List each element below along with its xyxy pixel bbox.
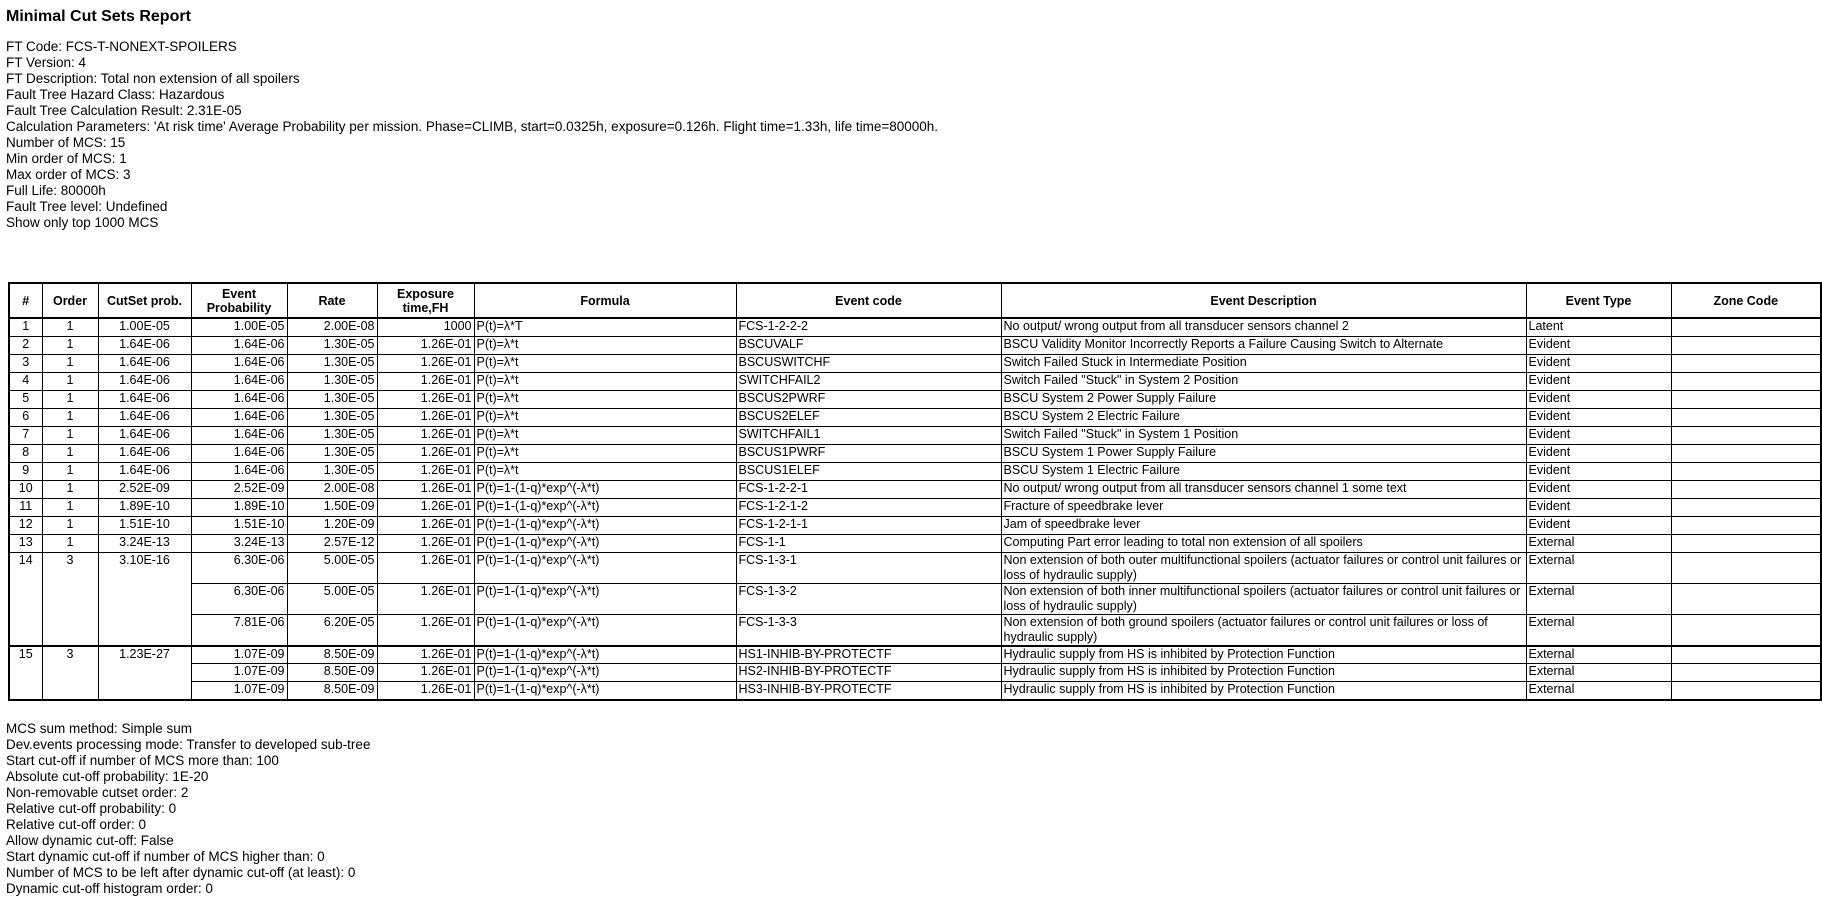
cell-event-code: HS2-INHIB-BY-PROTECTF bbox=[736, 664, 1001, 682]
cell-zone-code bbox=[1671, 480, 1821, 498]
cell-event-type: Evident bbox=[1526, 498, 1671, 516]
cell-event-code: BSCUS2ELEF bbox=[736, 408, 1001, 426]
cell-formula: P(t)=1-(1-q)*exp^(-λ*t) bbox=[474, 480, 736, 498]
cell-rate: 6.20E-05 bbox=[287, 614, 377, 646]
cell-row-number: 15 bbox=[9, 646, 42, 700]
cell-event-probability: 1.64E-06 bbox=[191, 390, 287, 408]
cell-zone-code bbox=[1671, 583, 1821, 614]
footer-line: Allow dynamic cut-off: False bbox=[6, 832, 174, 848]
cell-rate: 8.50E-09 bbox=[287, 664, 377, 682]
cell-event-description: BSCU System 2 Electric Failure bbox=[1001, 408, 1526, 426]
cell-event-type: External bbox=[1526, 664, 1671, 682]
cell-exposure-time: 1.26E-01 bbox=[377, 426, 474, 444]
footer-line: Dev.events processing mode: Transfer to developed sub-tree bbox=[6, 736, 371, 752]
cell-event-description: No output/ wrong output from all transducer sensors channel 1 some text bbox=[1001, 480, 1526, 498]
cell-exposure-time: 1.26E-01 bbox=[377, 498, 474, 516]
table-row bbox=[9, 583, 1821, 614]
cell-row-number: 1 bbox=[9, 318, 42, 336]
cell-cutset-prob: 1.64E-06 bbox=[98, 390, 191, 408]
cell-row-number: 11 bbox=[9, 498, 42, 516]
cell-rate: 5.00E-05 bbox=[287, 552, 377, 583]
cell-row-number: 2 bbox=[9, 336, 42, 354]
footer-line: Start cut-off if number of MCS more than: 100 bbox=[6, 752, 279, 768]
cell-order: 3 bbox=[42, 552, 98, 646]
cell-zone-code bbox=[1671, 336, 1821, 354]
cell-rate: 2.00E-08 bbox=[287, 480, 377, 498]
footer-line: MCS sum method: Simple sum bbox=[6, 720, 193, 736]
table-row bbox=[9, 372, 1821, 390]
cell-exposure-time: 1.26E-01 bbox=[377, 646, 474, 664]
cell-event-probability: 2.52E-09 bbox=[191, 480, 287, 498]
cell-event-probability: 7.81E-06 bbox=[191, 614, 287, 646]
cell-event-probability: 1.64E-06 bbox=[191, 444, 287, 462]
cell-event-description: Switch Failed Stuck in Intermediate Position bbox=[1001, 354, 1526, 372]
cell-cutset-prob: 1.64E-06 bbox=[98, 444, 191, 462]
cell-event-description: Non extension of both outer multifunctional spoilers (actuator failures or control unit failures or loss of hydraulic supply) bbox=[1001, 552, 1526, 583]
cell-row-number: 6 bbox=[9, 408, 42, 426]
cell-event-description: BSCU System 1 Power Supply Failure bbox=[1001, 444, 1526, 462]
meta-line: Fault Tree Calculation Result: 2.31E-05 bbox=[6, 103, 242, 118]
cell-event-type: External bbox=[1526, 552, 1671, 583]
cell-event-code: FCS-1-2-2-1 bbox=[736, 480, 1001, 498]
cell-exposure-time: 1.26E-01 bbox=[377, 614, 474, 646]
cell-rate: 1.30E-05 bbox=[287, 444, 377, 462]
table-row bbox=[9, 444, 1821, 462]
cell-rate: 1.30E-05 bbox=[287, 372, 377, 390]
report-footer bbox=[6, 721, 1822, 897]
cell-zone-code bbox=[1671, 646, 1821, 664]
cell-exposure-time: 1.26E-01 bbox=[377, 583, 474, 614]
cell-event-probability: 1.64E-06 bbox=[191, 426, 287, 444]
cell-order: 1 bbox=[42, 372, 98, 390]
table-row bbox=[9, 462, 1821, 480]
cell-rate: 1.30E-05 bbox=[287, 426, 377, 444]
cell-row-number: 14 bbox=[9, 552, 42, 646]
cell-zone-code bbox=[1671, 462, 1821, 480]
cell-event-code: FCS-1-2-2-2 bbox=[736, 318, 1001, 336]
cell-rate: 1.30E-05 bbox=[287, 354, 377, 372]
cell-cutset-prob: 1.89E-10 bbox=[98, 498, 191, 516]
cell-row-number: 5 bbox=[9, 390, 42, 408]
cell-event-probability: 1.07E-09 bbox=[191, 682, 287, 700]
cell-rate: 1.30E-05 bbox=[287, 336, 377, 354]
cell-event-description: Hydraulic supply from HS is inhibited by Protection Function bbox=[1001, 682, 1526, 700]
cell-exposure-time: 1.26E-01 bbox=[377, 462, 474, 480]
cell-event-code: FCS-1-1 bbox=[736, 534, 1001, 552]
cell-rate: 1.20E-09 bbox=[287, 516, 377, 534]
table-body bbox=[9, 318, 1821, 700]
cell-cutset-prob: 3.24E-13 bbox=[98, 534, 191, 552]
cell-event-type: Evident bbox=[1526, 336, 1671, 354]
footer-line: Number of MCS to be left after dynamic cut-off (at least): 0 bbox=[6, 864, 356, 880]
cell-event-code: FCS-1-2-1-2 bbox=[736, 498, 1001, 516]
table-row bbox=[9, 336, 1821, 354]
cell-zone-code bbox=[1671, 408, 1821, 426]
cell-formula: P(t)=1-(1-q)*exp^(-λ*t) bbox=[474, 552, 736, 583]
cell-event-probability: 3.24E-13 bbox=[191, 534, 287, 552]
cell-event-description: Non extension of both ground spoilers (actuator failures or control unit failures or loss of hydraulic supply) bbox=[1001, 614, 1526, 646]
cell-order: 1 bbox=[42, 444, 98, 462]
cell-rate: 8.50E-09 bbox=[287, 646, 377, 664]
cell-event-code: FCS-1-3-1 bbox=[736, 552, 1001, 583]
report-meta bbox=[6, 39, 1822, 231]
cell-event-probability: 1.07E-09 bbox=[191, 664, 287, 682]
cell-event-type: External bbox=[1526, 682, 1671, 700]
cell-order: 1 bbox=[42, 426, 98, 444]
meta-line: FT Code: FCS-T-NONEXT-SPOILERS bbox=[6, 39, 237, 54]
cell-event-type: Evident bbox=[1526, 372, 1671, 390]
cell-event-code: BSCUS2PWRF bbox=[736, 390, 1001, 408]
footer-line: Relative cut-off order: 0 bbox=[6, 816, 147, 832]
cell-row-number: 7 bbox=[9, 426, 42, 444]
cell-cutset-prob: 1.00E-05 bbox=[98, 318, 191, 336]
cell-event-type: Evident bbox=[1526, 390, 1671, 408]
cell-rate: 1.30E-05 bbox=[287, 408, 377, 426]
meta-line: Full Life: 80000h bbox=[6, 183, 106, 198]
cell-event-description: Switch Failed "Stuck" in System 2 Position bbox=[1001, 372, 1526, 390]
cell-zone-code bbox=[1671, 516, 1821, 534]
cell-event-type: Evident bbox=[1526, 480, 1671, 498]
meta-line: Calculation Parameters: 'At risk time' Average Probability per mission. Phase=CLIMB, start=0.0325h, exposure=0.126h. Flight time=1.33h, life time=80000h. bbox=[6, 119, 939, 134]
cell-rate: 8.50E-09 bbox=[287, 682, 377, 700]
cell-exposure-time: 1.26E-01 bbox=[377, 552, 474, 583]
cell-formula: P(t)=λ*t bbox=[474, 426, 736, 444]
cell-event-code: HS3-INHIB-BY-PROTECTF bbox=[736, 682, 1001, 700]
cell-event-code: SWITCHFAIL1 bbox=[736, 426, 1001, 444]
cell-exposure-time: 1.26E-01 bbox=[377, 354, 474, 372]
cell-event-code: FCS-1-3-3 bbox=[736, 614, 1001, 646]
cell-exposure-time: 1.26E-01 bbox=[377, 682, 474, 700]
cell-exposure-time: 1000 bbox=[377, 318, 474, 336]
cell-zone-code bbox=[1671, 682, 1821, 700]
cell-event-code: HS1-INHIB-BY-PROTECTF bbox=[736, 646, 1001, 664]
cell-event-code: SWITCHFAIL2 bbox=[736, 372, 1001, 390]
meta-line: FT Description: Total non extension of all spoilers bbox=[6, 71, 300, 86]
cell-event-probability: 1.64E-06 bbox=[191, 336, 287, 354]
cell-event-probability: 6.30E-06 bbox=[191, 583, 287, 614]
cell-order: 1 bbox=[42, 354, 98, 372]
cell-rate: 2.57E-12 bbox=[287, 534, 377, 552]
table-row bbox=[9, 682, 1821, 700]
meta-line: Number of MCS: 15 bbox=[6, 135, 126, 150]
cell-formula: P(t)=λ*t bbox=[474, 372, 736, 390]
cell-exposure-time: 1.26E-01 bbox=[377, 336, 474, 354]
cell-event-type: Evident bbox=[1526, 426, 1671, 444]
cell-formula: P(t)=1-(1-q)*exp^(-λ*t) bbox=[474, 664, 736, 682]
cell-row-number: 9 bbox=[9, 462, 42, 480]
table-row bbox=[9, 498, 1821, 516]
meta-line: FT Version: 4 bbox=[6, 55, 87, 70]
column-header: # bbox=[9, 283, 42, 318]
cell-formula: P(t)=1-(1-q)*exp^(-λ*t) bbox=[474, 682, 736, 700]
cell-cutset-prob: 1.64E-06 bbox=[98, 354, 191, 372]
cell-formula: P(t)=1-(1-q)*exp^(-λ*t) bbox=[474, 646, 736, 664]
cell-exposure-time: 1.26E-01 bbox=[377, 372, 474, 390]
cell-event-type: External bbox=[1526, 614, 1671, 646]
cell-order: 1 bbox=[42, 462, 98, 480]
page-title: Minimal Cut Sets Report bbox=[6, 8, 191, 25]
cell-event-code: FCS-1-2-1-1 bbox=[736, 516, 1001, 534]
table-row bbox=[9, 390, 1821, 408]
footer-line: Absolute cut-off probability: 1E-20 bbox=[6, 768, 209, 784]
cell-event-type: Evident bbox=[1526, 516, 1671, 534]
cell-formula: P(t)=λ*t bbox=[474, 462, 736, 480]
cell-event-description: Switch Failed "Stuck" in System 1 Position bbox=[1001, 426, 1526, 444]
cell-row-number: 10 bbox=[9, 480, 42, 498]
cell-rate: 1.30E-05 bbox=[287, 462, 377, 480]
cell-event-probability: 1.07E-09 bbox=[191, 646, 287, 664]
cell-exposure-time: 1.26E-01 bbox=[377, 480, 474, 498]
table-header-row bbox=[9, 283, 1821, 318]
footer-line: Dynamic cut-off histogram order: 0 bbox=[6, 880, 213, 896]
cell-exposure-time: 1.26E-01 bbox=[377, 408, 474, 426]
cell-order: 1 bbox=[42, 390, 98, 408]
column-header: Event Type bbox=[1526, 283, 1671, 318]
cell-zone-code bbox=[1671, 552, 1821, 583]
cell-row-number: 12 bbox=[9, 516, 42, 534]
cell-order: 1 bbox=[42, 480, 98, 498]
cell-formula: P(t)=1-(1-q)*exp^(-λ*t) bbox=[474, 614, 736, 646]
cell-event-type: Evident bbox=[1526, 462, 1671, 480]
table-row bbox=[9, 480, 1821, 498]
cell-zone-code bbox=[1671, 664, 1821, 682]
cell-event-code: BSCUSWITCHF bbox=[736, 354, 1001, 372]
cell-formula: P(t)=1-(1-q)*exp^(-λ*t) bbox=[474, 534, 736, 552]
column-header: CutSet prob. bbox=[98, 283, 191, 318]
cell-cutset-prob: 1.64E-06 bbox=[98, 408, 191, 426]
cell-formula: P(t)=λ*t bbox=[474, 408, 736, 426]
cell-formula: P(t)=1-(1-q)*exp^(-λ*t) bbox=[474, 498, 736, 516]
cell-row-number: 4 bbox=[9, 372, 42, 390]
cell-order: 3 bbox=[42, 646, 98, 700]
cell-rate: 2.00E-08 bbox=[287, 318, 377, 336]
cell-event-code: BSCUS1PWRF bbox=[736, 444, 1001, 462]
cell-formula: P(t)=λ*T bbox=[474, 318, 736, 336]
cell-cutset-prob: 1.64E-06 bbox=[98, 462, 191, 480]
table-row bbox=[9, 552, 1821, 583]
cell-order: 1 bbox=[42, 516, 98, 534]
cell-order: 1 bbox=[42, 534, 98, 552]
cell-row-number: 8 bbox=[9, 444, 42, 462]
cell-zone-code bbox=[1671, 426, 1821, 444]
table-row bbox=[9, 664, 1821, 682]
cell-order: 1 bbox=[42, 498, 98, 516]
cell-zone-code bbox=[1671, 390, 1821, 408]
cell-exposure-time: 1.26E-01 bbox=[377, 534, 474, 552]
meta-line: Max order of MCS: 3 bbox=[6, 167, 131, 182]
cell-event-probability: 1.51E-10 bbox=[191, 516, 287, 534]
cell-rate: 5.00E-05 bbox=[287, 583, 377, 614]
cell-formula: P(t)=λ*t bbox=[474, 390, 736, 408]
cell-cutset-prob: 1.23E-27 bbox=[98, 646, 191, 700]
cell-formula: P(t)=λ*t bbox=[474, 336, 736, 354]
cell-event-code: FCS-1-3-2 bbox=[736, 583, 1001, 614]
cell-zone-code bbox=[1671, 318, 1821, 336]
footer-line: Non-removable cutset order: 2 bbox=[6, 784, 189, 800]
cell-event-description: BSCU Validity Monitor Incorrectly Reports a Failure Causing Switch to Alternate bbox=[1001, 336, 1526, 354]
cell-cutset-prob: 1.64E-06 bbox=[98, 336, 191, 354]
column-header: Exposure time,FH bbox=[377, 283, 474, 318]
cell-event-probability: 6.30E-06 bbox=[191, 552, 287, 583]
cell-exposure-time: 1.26E-01 bbox=[377, 444, 474, 462]
table-row bbox=[9, 516, 1821, 534]
cell-cutset-prob: 1.51E-10 bbox=[98, 516, 191, 534]
cell-cutset-prob: 3.10E-16 bbox=[98, 552, 191, 646]
cell-event-description: BSCU System 1 Electric Failure bbox=[1001, 462, 1526, 480]
column-header: Rate bbox=[287, 283, 377, 318]
cell-event-type: Latent bbox=[1526, 318, 1671, 336]
cell-formula: P(t)=λ*t bbox=[474, 354, 736, 372]
cell-event-probability: 1.64E-06 bbox=[191, 408, 287, 426]
table-row bbox=[9, 534, 1821, 552]
cell-event-probability: 1.89E-10 bbox=[191, 498, 287, 516]
table-row bbox=[9, 614, 1821, 646]
cell-row-number: 13 bbox=[9, 534, 42, 552]
meta-line: Show only top 1000 MCS bbox=[6, 215, 159, 230]
meta-line: Fault Tree Hazard Class: Hazardous bbox=[6, 87, 225, 102]
cell-exposure-time: 1.26E-01 bbox=[377, 390, 474, 408]
cell-order: 1 bbox=[42, 318, 98, 336]
cell-event-type: External bbox=[1526, 646, 1671, 664]
meta-line: Min order of MCS: 1 bbox=[6, 151, 127, 166]
table-row bbox=[9, 354, 1821, 372]
column-header: Event Description bbox=[1001, 283, 1526, 318]
cell-exposure-time: 1.26E-01 bbox=[377, 516, 474, 534]
cell-zone-code bbox=[1671, 444, 1821, 462]
column-header: Event Probability bbox=[191, 283, 287, 318]
table-row bbox=[9, 408, 1821, 426]
column-header: Event code bbox=[736, 283, 1001, 318]
cell-cutset-prob: 1.64E-06 bbox=[98, 426, 191, 444]
cell-row-number: 3 bbox=[9, 354, 42, 372]
cell-formula: P(t)=1-(1-q)*exp^(-λ*t) bbox=[474, 516, 736, 534]
mcs-table bbox=[8, 282, 1822, 701]
table-row bbox=[9, 426, 1821, 444]
cell-event-description: Fracture of speedbrake lever bbox=[1001, 498, 1526, 516]
column-header: Order bbox=[42, 283, 98, 318]
cell-event-description: Hydraulic supply from HS is inhibited by Protection Function bbox=[1001, 646, 1526, 664]
cell-event-type: Evident bbox=[1526, 444, 1671, 462]
cell-zone-code bbox=[1671, 614, 1821, 646]
cell-event-probability: 1.00E-05 bbox=[191, 318, 287, 336]
meta-line: Fault Tree level: Undefined bbox=[6, 199, 168, 214]
cell-event-type: External bbox=[1526, 534, 1671, 552]
cell-formula: P(t)=1-(1-q)*exp^(-λ*t) bbox=[474, 583, 736, 614]
cell-event-code: BSCUVALF bbox=[736, 336, 1001, 354]
cell-zone-code bbox=[1671, 372, 1821, 390]
cell-formula: P(t)=λ*t bbox=[474, 444, 736, 462]
cell-event-code: BSCUS1ELEF bbox=[736, 462, 1001, 480]
cell-order: 1 bbox=[42, 408, 98, 426]
cell-rate: 1.30E-05 bbox=[287, 390, 377, 408]
cell-event-description: BSCU System 2 Power Supply Failure bbox=[1001, 390, 1526, 408]
table-row bbox=[9, 318, 1821, 336]
cell-event-type: Evident bbox=[1526, 408, 1671, 426]
cell-event-description: No output/ wrong output from all transducer sensors channel 2 bbox=[1001, 318, 1526, 336]
cell-cutset-prob: 2.52E-09 bbox=[98, 480, 191, 498]
cell-rate: 1.50E-09 bbox=[287, 498, 377, 516]
footer-line: Relative cut-off probability: 0 bbox=[6, 800, 177, 816]
cell-zone-code bbox=[1671, 354, 1821, 372]
footer-line: Start dynamic cut-off if number of MCS higher than: 0 bbox=[6, 848, 325, 864]
cell-event-description: Hydraulic supply from HS is inhibited by Protection Function bbox=[1001, 664, 1526, 682]
cell-event-type: Evident bbox=[1526, 354, 1671, 372]
table-row bbox=[9, 646, 1821, 664]
cell-zone-code bbox=[1671, 534, 1821, 552]
cell-event-probability: 1.64E-06 bbox=[191, 372, 287, 390]
cell-event-probability: 1.64E-06 bbox=[191, 354, 287, 372]
cell-event-description: Jam of speedbrake lever bbox=[1001, 516, 1526, 534]
cell-zone-code bbox=[1671, 498, 1821, 516]
cell-event-probability: 1.64E-06 bbox=[191, 462, 287, 480]
column-header: Zone Code bbox=[1671, 283, 1821, 318]
cell-event-description: Computing Part error leading to total non extension of all spoilers bbox=[1001, 534, 1526, 552]
column-header: Formula bbox=[474, 283, 736, 318]
cell-cutset-prob: 1.64E-06 bbox=[98, 372, 191, 390]
cell-order: 1 bbox=[42, 336, 98, 354]
cell-event-type: External bbox=[1526, 583, 1671, 614]
cell-exposure-time: 1.26E-01 bbox=[377, 664, 474, 682]
cell-event-description: Non extension of both inner multifunctional spoilers (actuator failures or control unit failures or loss of hydraulic supply) bbox=[1001, 583, 1526, 614]
